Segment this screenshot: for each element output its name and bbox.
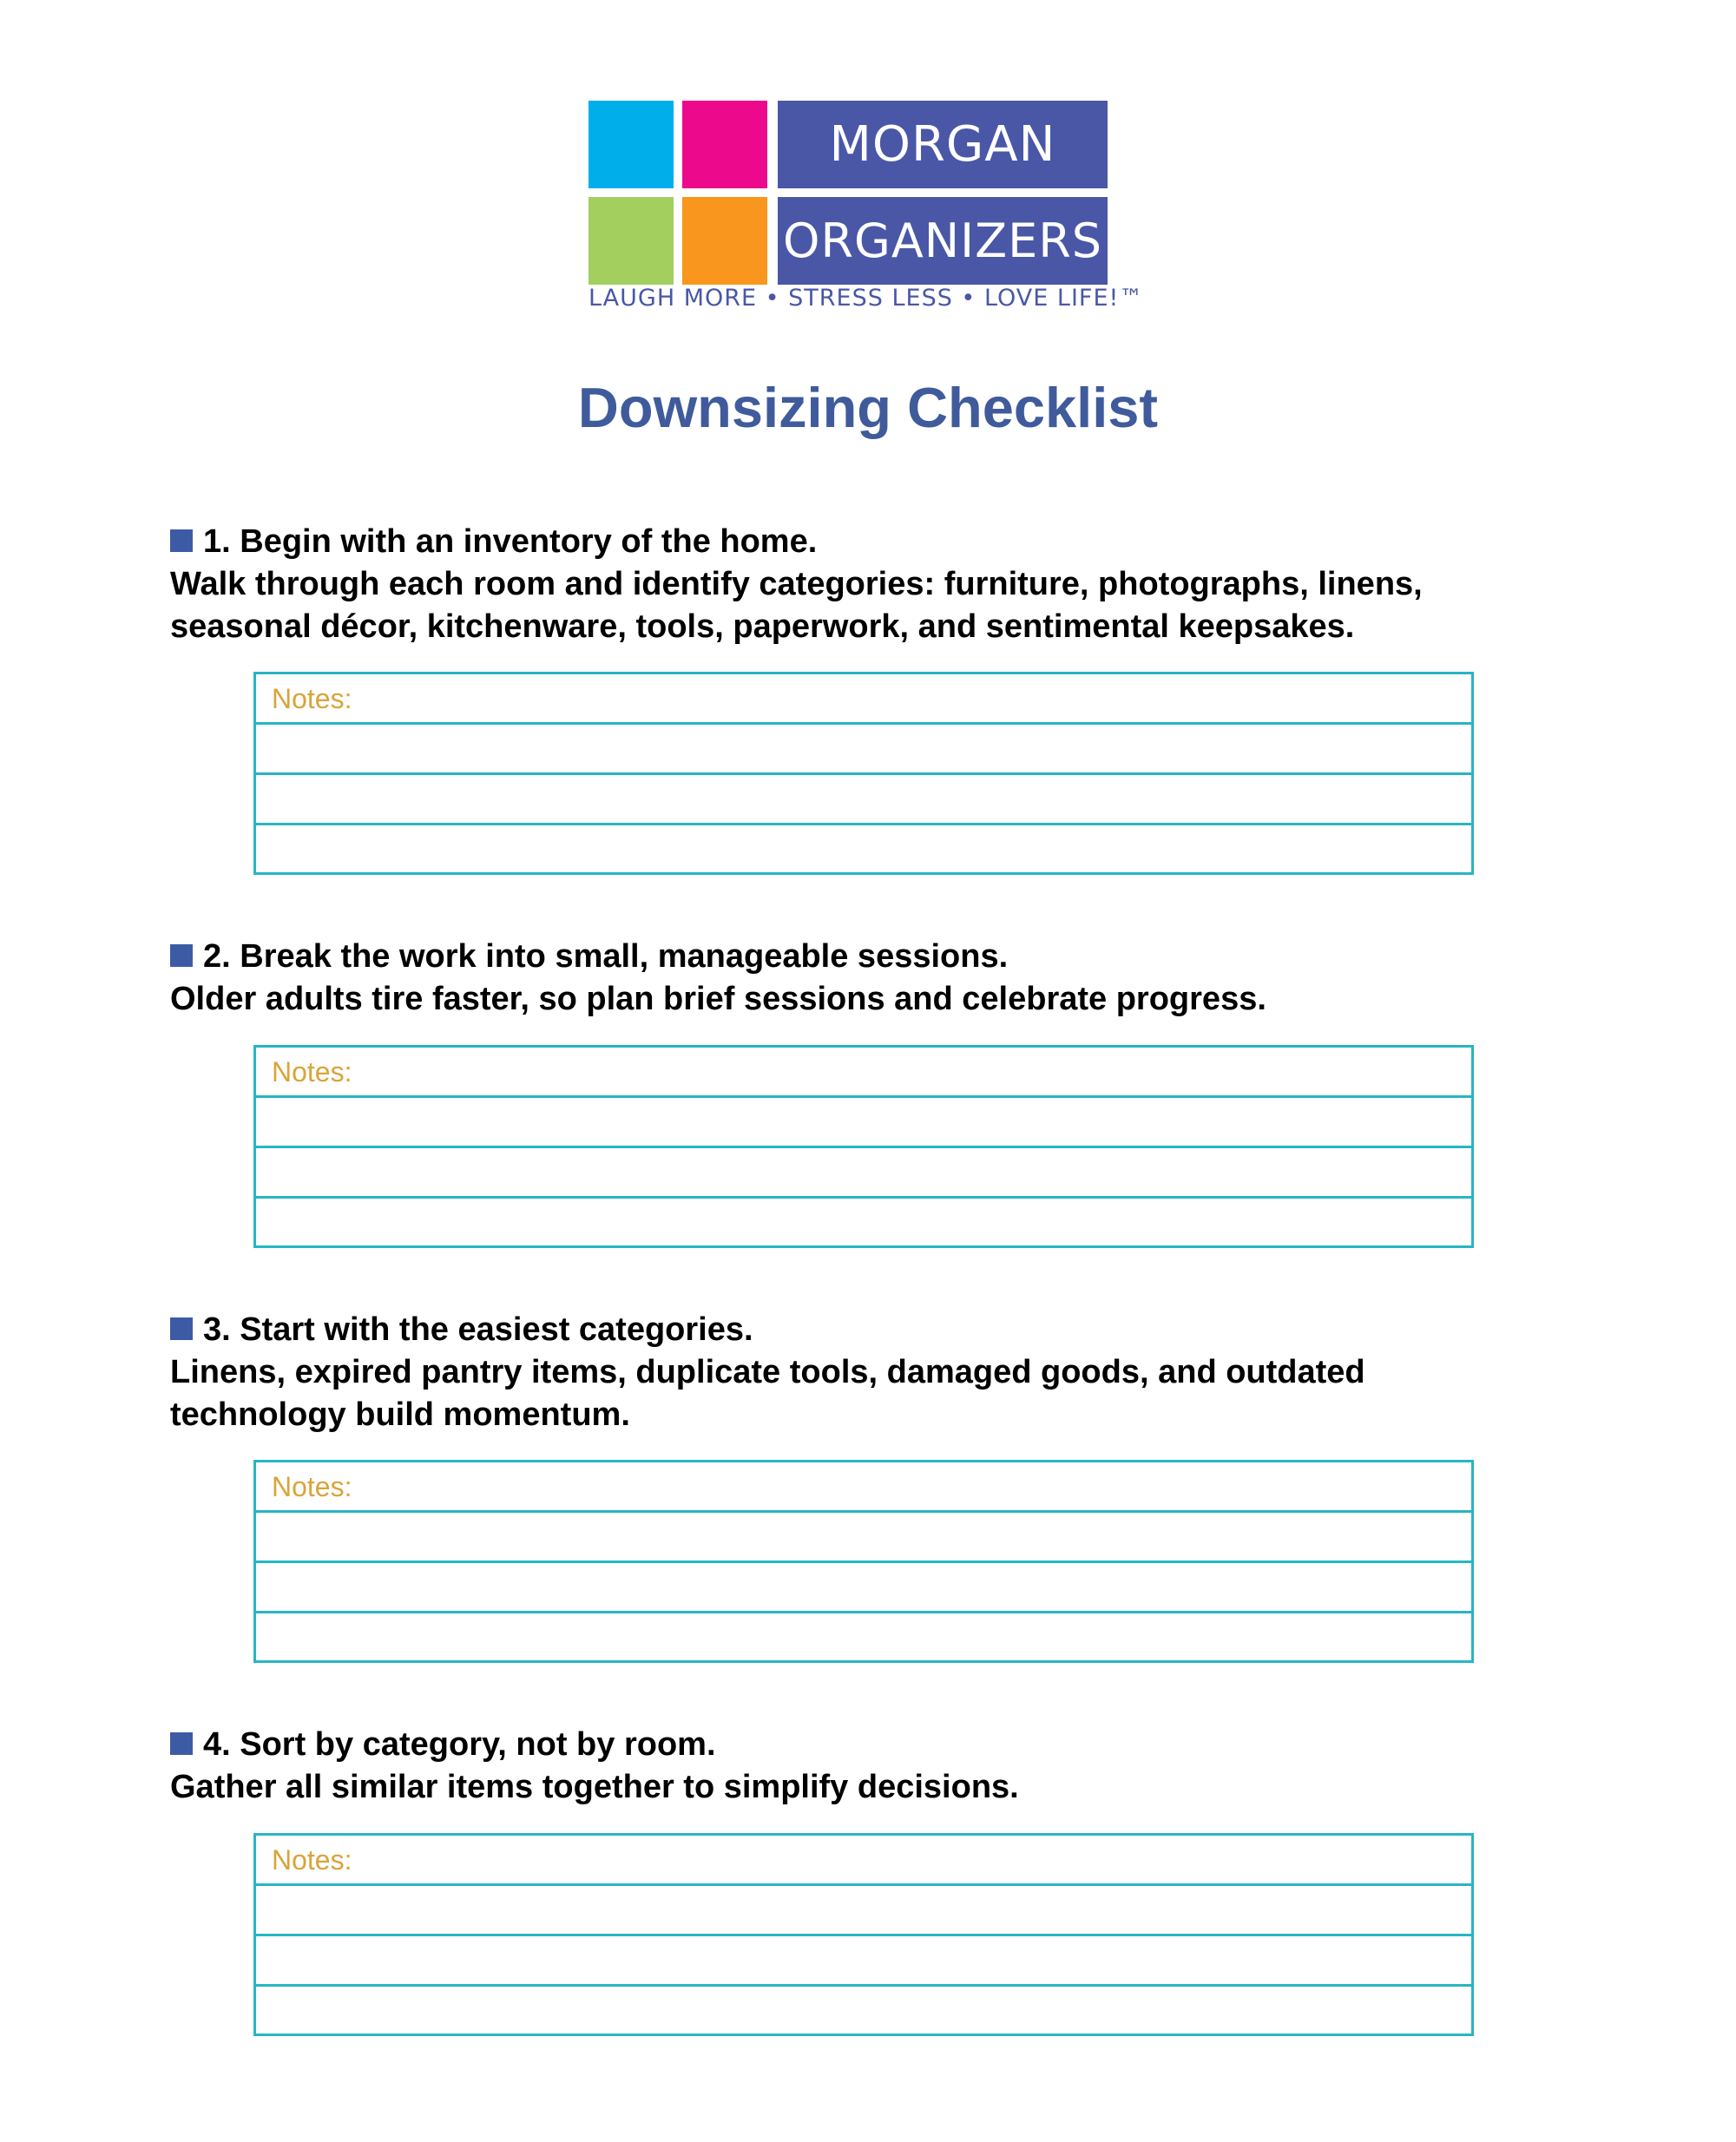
company-logo — [589, 101, 1144, 318]
checklist-item-heading-text: 4. Sort by category, not by room. — [203, 1726, 716, 1763]
checklist-item-description-line: Gather all similar items together to simplify decisions. — [170, 1769, 1019, 1805]
logo-square-pink — [682, 101, 767, 188]
notes-line[interactable] — [256, 1613, 1471, 1664]
notes-line[interactable] — [256, 1199, 1471, 1249]
notes-box[interactable] — [253, 672, 1474, 875]
notes-line[interactable] — [256, 1098, 1471, 1148]
notes-line[interactable] — [256, 1936, 1471, 1987]
checklist-item-description-line: Walk through each room and identify categories: furniture, photographs, linens, — [170, 566, 1423, 602]
notes-label: Notes: — [272, 1056, 352, 1087]
notes-box[interactable] — [253, 1045, 1474, 1248]
checklist-item-4 — [170, 1724, 1507, 1876]
notes-line[interactable] — [256, 1148, 1471, 1199]
notes-line[interactable] — [256, 775, 1471, 825]
notes-box[interactable] — [253, 1460, 1474, 1663]
logo-tagline: LAUGH MORE • STRESS LESS • LOVE LIFE!™ — [589, 285, 1144, 312]
logo-square-cyan — [589, 101, 674, 188]
logo-brand-line1: MORGAN — [778, 101, 1108, 188]
notes-box[interactable] — [253, 1833, 1474, 2036]
page-title: Downsizing Checklist — [577, 376, 1159, 439]
checklist-item-heading-text: 3. Start with the easiest categories. — [203, 1311, 753, 1348]
logo-square-green — [589, 197, 674, 285]
notes-label: Notes: — [272, 1471, 352, 1502]
checklist-item-heading — [170, 1724, 1507, 1766]
notes-line[interactable] — [256, 825, 1471, 876]
square-bullet-icon — [170, 944, 193, 967]
notes-line[interactable] — [256, 1563, 1471, 1613]
notes-line[interactable] — [256, 674, 1471, 725]
square-bullet-icon — [170, 529, 193, 552]
notes-label: Notes: — [272, 1844, 352, 1876]
checklist-item-description-line: technology build momentum. — [170, 1396, 630, 1433]
checklist-item-description-line: Older adults tire faster, so plan brief sessions and celebrate progress. — [170, 981, 1266, 1017]
checklist-item-heading — [170, 521, 1507, 563]
notes-line[interactable] — [256, 1987, 1471, 2037]
checklist-item-description-line: seasonal décor, kitchenware, tools, paperwork, and sentimental keepsakes. — [170, 608, 1355, 645]
square-bullet-icon — [170, 1317, 193, 1340]
notes-line[interactable] — [256, 1836, 1471, 1886]
square-bullet-icon — [170, 1732, 193, 1755]
checklist-item-heading — [170, 1309, 1507, 1351]
checklist-item-heading — [170, 936, 1507, 978]
checklist-item-heading-text: 1. Begin with an inventory of the home. — [203, 523, 818, 560]
notes-line[interactable] — [256, 1462, 1471, 1513]
notes-line[interactable] — [256, 1886, 1471, 1936]
checklist-item-2 — [170, 936, 1507, 1087]
checklist-item-description-line: Linens, expired pantry items, duplicate tools, damaged goods, and outdated — [170, 1354, 1365, 1390]
checklist-item-1 — [170, 521, 1507, 714]
checklist-item-heading-text: 2. Break the work into small, manageable sessions. — [203, 938, 1009, 975]
notes-line[interactable] — [256, 1513, 1471, 1563]
notes-line[interactable] — [256, 1048, 1471, 1098]
logo-square-orange — [682, 197, 767, 285]
logo-brand-line2: ORGANIZERS — [778, 197, 1108, 285]
notes-line[interactable] — [256, 725, 1471, 775]
checklist-item-3 — [170, 1309, 1507, 1502]
notes-label: Notes: — [272, 683, 352, 714]
